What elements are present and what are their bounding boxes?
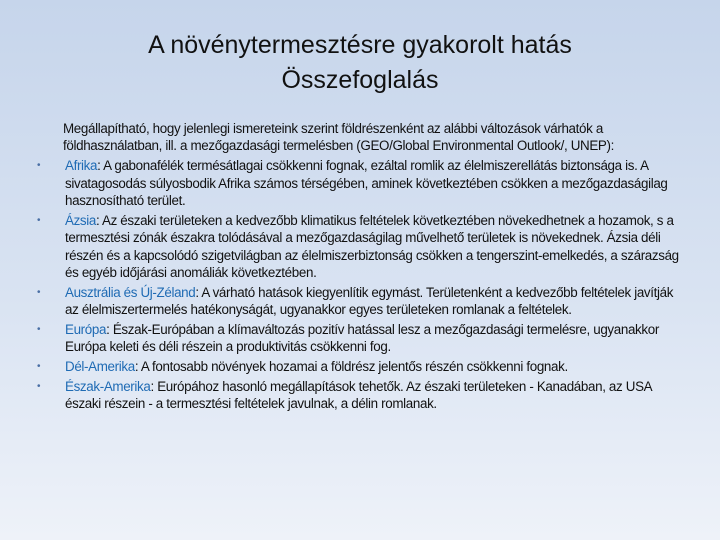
list-item: [37, 378, 685, 413]
region-text: : A fontosabb növények hozamai a földrész jelentős részén csökkenni fognak.: [134, 359, 568, 375]
list-item: [37, 284, 685, 319]
region-list: [37, 157, 685, 413]
region-name: Ausztrália és Új-Zéland: [65, 284, 196, 300]
list-item: [37, 212, 685, 282]
region-name: Afrika: [65, 158, 98, 174]
region-text: : Az északi területeken a kedvezőbb klimatikus feltételek következtében növekedhetnek a hozamok, s a termesztési zónák északra tolódásával a mezőgazdaságilag művelhető területek is növekednek. Ázsia déli részén és a kapcsolódó szigetvilágban az élelmiszerbiztonság csökken a tengerszint-emelkedés, a szárazság és egyéb időjárási anomáliák következtében.: [65, 212, 679, 281]
region-text: : Európához hasonló megállapítások tehetők. Az északi területeken - Kanadában, az USA északi részein - a termesztési feltételek javulnak, a délin romlanak.: [65, 379, 652, 412]
bullet-icon: •: [37, 324, 41, 336]
region-text: : A várható hatások kiegyenlítik egymást. Területenként a kedvezőbb feltételek javítják az élelmiszertermelés hatékonyságát, ugyanakkor egyes területeken romlanak a feltételek.: [65, 284, 674, 318]
bullet-icon: •: [37, 381, 41, 393]
intro-paragraph: Megállapítható, hogy jelenlegi ismereteink szerint földrészenként az alábbi változások várhatók a földhasználatban, ill. a mezőgazdasági termelésben (GEO/Global Environmental Outlook/, UNEP):: [63, 121, 614, 154]
region-name: Dél-Amerika: [65, 359, 135, 375]
bullet-icon: •: [37, 361, 41, 373]
region-text: : Észak-Európában a klímaváltozás pozitív hatással lesz a mezőgazdasági termelésre, ugyanakkor Európa keleti és déli részein a produktivitás csökkenni fog.: [65, 322, 659, 355]
slide-body: [37, 120, 685, 413]
region-name: Ázsia: [65, 212, 96, 228]
region-name: Észak-Amerika: [65, 379, 151, 395]
title-line-1: A növénytermesztésre gyakorolt hatás: [148, 31, 572, 59]
list-item: [37, 157, 685, 209]
title-line-2: Összefoglalás: [281, 66, 439, 94]
region-name: Európa: [65, 322, 107, 338]
list-item: [37, 358, 685, 375]
bullet-icon: •: [37, 286, 41, 298]
bullet-icon: •: [37, 160, 41, 172]
list-item: [37, 321, 685, 356]
slide-title: [0, 28, 720, 98]
region-text: : A gabonafélék termésátlagai csökkenni fognak, ezáltal romlik az élelmiszerellátás biztonsága is. A sivatagosodás súlyosbodik Afrika számos térségében, aminek következtében csökken a mezőgazdaságilag hasznosítható terület.: [65, 158, 668, 209]
bullet-icon: •: [37, 214, 41, 226]
